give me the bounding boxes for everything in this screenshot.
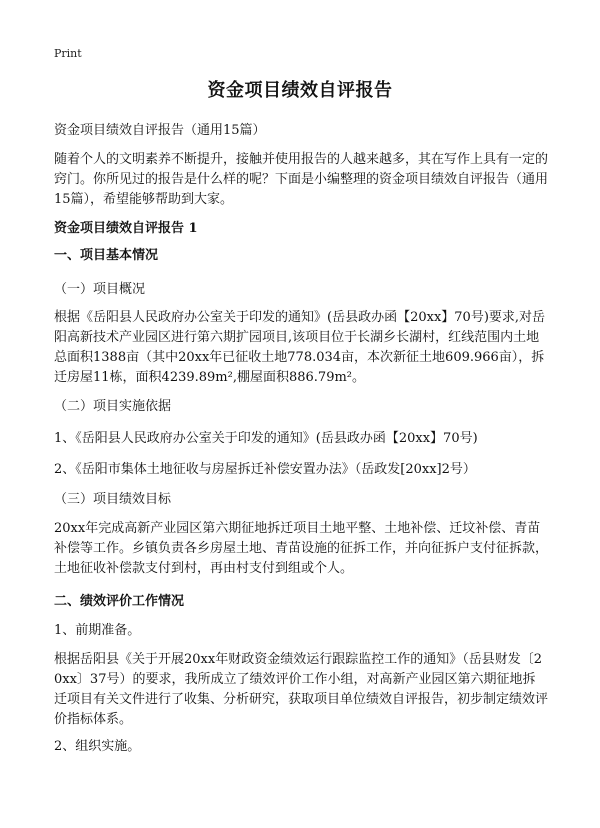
basis-item-1: 1、《岳阳县人民政府办公室关于印发的通知》(岳县政办函【20xx】70号) — [54, 431, 478, 446]
overview-paragraph: 根据《岳阳县人民政府办公室关于印发的通知》(岳县政办函【20xx】70号)要求,对岳阳高新技术产业园区进行第六期扩园项目,该项目位于长湖乡长湖村，红线范围内土地总面积1388亩（其中20xx年已征收土地778.034亩，本次新征土地609.966亩），拆迁房屋11栋，面积4239.89m²,棚屋面积886.79m²。 — [54, 310, 546, 385]
section-heading-evaluation: 二、绩效评价工作情况 — [54, 594, 185, 609]
subsection-heading-basis: （二）项目实施依据 — [54, 399, 172, 414]
print-label: Print — [54, 47, 82, 60]
intro-paragraph: 随着个人的文明素养不断提升，接触并使用报告的人越来越多，其在写作上具有一定的窍门。你所见过的报告是什么样的呢？下面是小编整理的资金项目绩效自评报告（通用15篇），希望能够帮助到大家。 — [54, 152, 549, 207]
subsection-heading-overview: （一）项目概况 — [54, 282, 146, 297]
subsection-heading-target: （三）项目绩效目标 — [54, 492, 172, 507]
page-title: 资金项目绩效自评报告 — [207, 80, 393, 101]
basis-item-2: 2、《岳阳市集体土地征收与房屋拆迁补偿安置办法》（岳政发[20xx]2号） — [54, 462, 476, 477]
organization-title: 2、组织实施。 — [54, 739, 141, 754]
preparation-title: 1、前期准备。 — [54, 623, 141, 638]
document-subtitle: 资金项目绩效自评报告（通用15篇） — [54, 123, 266, 138]
section-heading-basic-info: 一、项目基本情况 — [54, 248, 159, 263]
report-heading: 资金项目绩效自评报告 1 — [54, 221, 198, 236]
preparation-paragraph: 根据岳阳县《关于开展20xx年财政资金绩效运行跟踪监控工作的通知》（岳县财发〔20xx〕37号）的要求，我所成立了绩效评价工作小组，对高新产业园区第六期征地拆迁项目有关文件进行了收集、分析研究，获取项目单位绩效自评报告，初步制定绩效评价指标体系。 — [54, 652, 549, 727]
target-paragraph: 20xx年完成高新产业园区第六期征地拆迁项目土地平整、土地补偿、迁坟补偿、青苗补偿等工作。乡镇负责各乡房屋土地、青苗设施的征拆工作，并向征拆户支付征拆款，土地征收补偿款支付到村，再由村支付到组或个人。 — [54, 521, 549, 576]
